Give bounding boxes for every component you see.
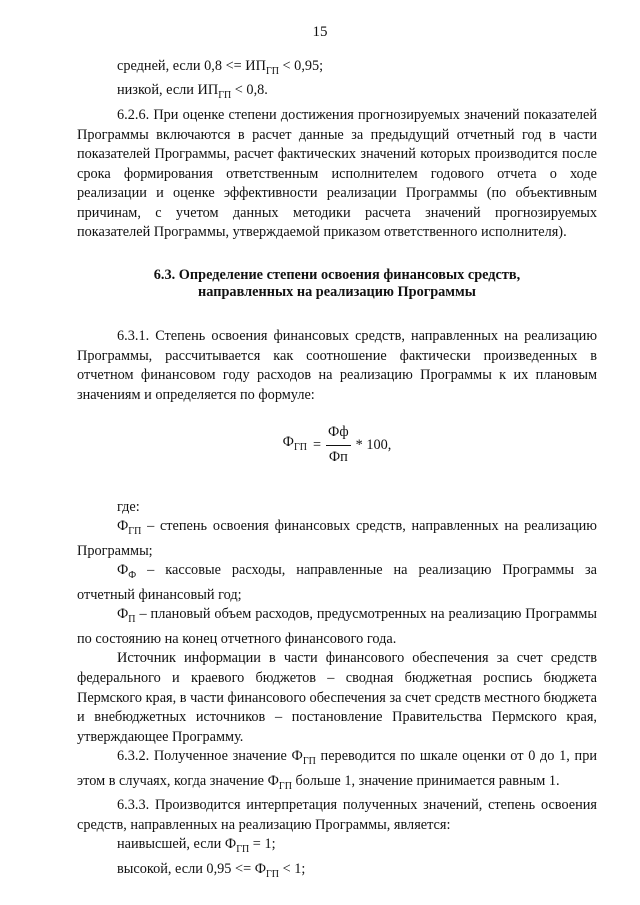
definition-fp: $Ф_П$ – плановый объем расходов, предусмотренных на реализацию Программы по состоянию на конец отчетного финансового года. — [77, 606, 597, 647]
criterion-low: низкой, если $ИП_{ГП} < 0,8$. — [117, 82, 268, 102]
criterion-high: высокой, если $0,95 <= Ф_{ГП} < 1$; — [117, 860, 306, 880]
formula-fraction — [326, 423, 351, 467]
formula — [77, 423, 597, 467]
formula-multiplier: * 100, — [355, 436, 392, 453]
formula-lhs: $Ф_{ГП}$ — [282, 434, 307, 454]
criterion-highest: наивысшей, если $Ф_{ГП} = 1$; — [117, 836, 276, 856]
formula-numerator: Фф — [326, 423, 351, 446]
formula-equals: = — [312, 436, 322, 453]
paragraph-source: Источник информации в части финансового обеспечения за счет средств федерального и краевого бюджетов – сводная бюджетная роспись бюджета Пермского края, в части финансового обеспечения за счет средств местного бюджета и внебюджетных источников – постановление Правительства Пермского края, утверждающее Программу. — [77, 650, 597, 745]
page-number: 15 — [312, 24, 328, 40]
criterion-medium: средней, если $0,8 <= ИП_{ГП} < 0,95$; — [117, 58, 324, 77]
definition-fgp: $Ф_{ГП}$ – степень освоения финансовых средств, направленных на реализацию Программы; — [77, 518, 597, 559]
paragraph-6-3-2: 6.3.2. Полученное значение $Ф_{ГП}$ переводится по шкале оценки от 0 до 1, при этом в случаях, когда значение $Ф_{ГП}$ больше 1, значение принимается равным 1. — [77, 748, 597, 792]
paragraph-6-3-3: 6.3.3. Производится интерпретация полученных значений, степень освоения средств, направленных на реализацию Программы, является: — [77, 797, 597, 833]
document-body — [77, 57, 597, 884]
where-label: где: — [117, 498, 140, 515]
definition-ff: $Ф_Ф$ – кассовые расходы, направленные на реализацию Программы за отчетный финансовый год; — [77, 562, 597, 603]
paragraph-6-3-1: 6.3.1. Степень освоения финансовых средств, направленных на реализацию Программы, рассчитывается как соотношение фактически произведенных в отчетном финансовом году расходов на реализацию Программы к их плановым значениям и определяется по формуле: — [77, 328, 597, 403]
formula-denominator: Фп — [328, 449, 348, 466]
paragraph-6-2-6: 6.2.6. При оценке степени достижения прогнозируемых значений показателей Программы включаются в расчет данные за предыдущий отчетный год в части показателей Программы, расчет фактических значений которых производится после срока формирования ответственным исполнителем годового отчета о ходе реализации и оценке эффективности реализации Программы (по объективным причинам, с учетом данных методики расчета значений прогнозируемых показателей Программы, утверждаемой приказом ответственного исполнителя). — [77, 106, 597, 241]
section-heading-6-3: 6.3. Определение степени освоения финансовых средств, направленных на реализацию Программы — [153, 267, 521, 301]
